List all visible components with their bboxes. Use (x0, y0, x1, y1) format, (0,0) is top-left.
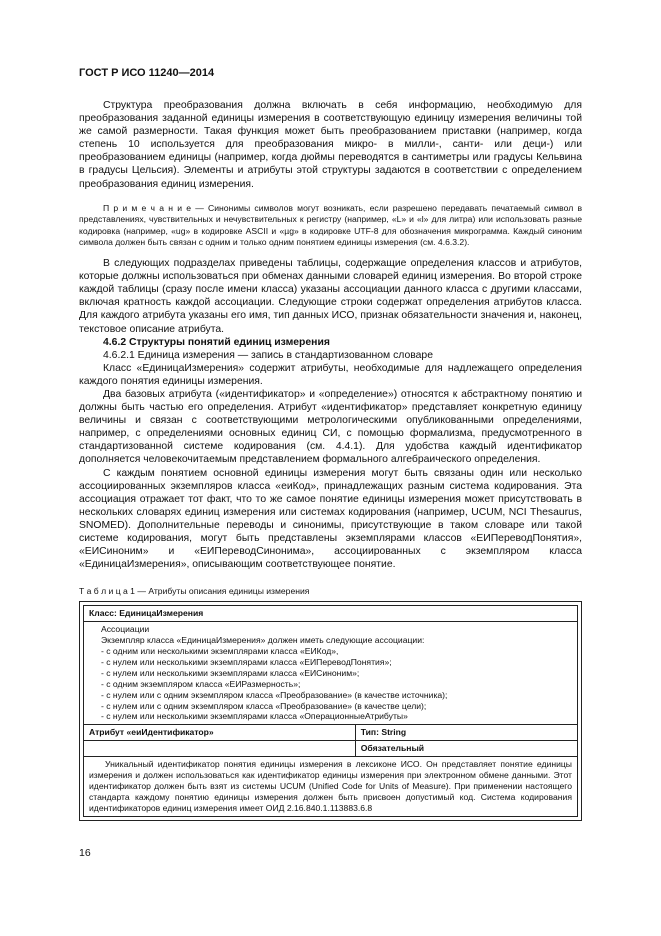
table-row (84, 757, 578, 817)
note-text: — Синонимы символов могут возникать, если разрешено передавать печатаемый символ в представлениях, чувствительных и нечувствительных к регистру (например, «L» и «l» для литра) или использовать разные кодировка (например, «ug» в кодировке ASCII и «µg» в кодировке UTF-8 для обозначения микрограмма. Каждый синоним символа должен быть связан с одним и только одним понятием единицы измерения (см. 4.6.3.2). (79, 202, 583, 248)
table-row (84, 741, 578, 757)
attributes-table (83, 605, 578, 816)
section-heading-4-6-2: 4.6.2 Структуры понятий единиц измерения (103, 336, 330, 348)
paragraph-subsections: В следующих подразделах приведены таблицы, содержащие определения классов и атрибутов, которые должны использоваться при обменах данными словарей единиц измерения. Во второй строке каждой таблицы (сразу после имени класса) указаны ассоциации данного класса с другими классами, включая кратность каждой ассоциации. Следующие строки содержат определения атрибутов класса. Для каждого атрибута указаны его имя, тип данных ИСО, признак обязательности значения и, наконец, текстовое описание атрибута. (79, 258, 582, 335)
attribute-name-cell: Атрибут «еиИдентификатор» (84, 725, 356, 741)
associations-title: Ассоциации (101, 624, 150, 635)
associations-cell (84, 622, 578, 725)
paragraph-conversion: Структура преобразования должна включать в себя информацию, необходимую для преобразования заданной единицы измерения в соответствующую единицу измерения величины той же самой размерности. Такая функция может быть преобразованием приставки (например, когда степень 10 используется для преобразования микро- в милли-, санти- или деци-) или преобразованием единицы (например, когда дюймы переводятся в сантиметры или градусы Кельвина в градусы Цельсия). Элементы и атрибуты этой структуры задаются в соответствии с определением преобразования единиц измерения. (79, 100, 582, 190)
table-row (84, 622, 578, 725)
note-label: П р и м е ч а н и е (103, 202, 192, 213)
list-item: - с нулем или с одним экземпляром класса «Преобразование» (в качестве источника); (101, 689, 448, 700)
table-caption: Т а б л и ц а 1 — Атрибуты описания единицы измерения (79, 586, 310, 597)
attribute-type-cell: Тип: String (355, 725, 577, 741)
attribute-required-cell: Обязательный (355, 741, 577, 757)
table-row (84, 725, 578, 741)
associations-list (89, 646, 572, 722)
associations-intro: Экземпляр класса «ЕдиницаИзмерения» должен иметь следующие ассоциации: (101, 635, 425, 646)
table-row (84, 606, 578, 622)
list-item: - с одним экземпляром класса «ЕИРазмерность»; (101, 678, 301, 689)
list-item: - с нулем или несколькими экземплярами класса «ЕИСиноним»; (101, 667, 360, 678)
page-content (79, 99, 582, 821)
paragraph-associations: С каждым понятием основной единицы измерения могут быть связаны один или несколько ассоциированных экземпляров класса «еиКод», принадлежащих разным система кодирования. Эта ассоциация отражает тот факт, что то же самое понятие единицы измерения может присутствовать в нескольких словарях единиц измерения или системах кодирования (например, UCUM, NCI Thesaurus, SNOMED). Дополнительные переводы и синонимы, присутствующие в таком словаре или такой системе кодирования, могут быть представлены экземплярами классов «ЕИПереводПонятия», «ЕИСиноним» и «ЕИПереводСинонима», ассоциированных с экземпляром класса «ЕдиницаИзмерения», описывающим соответствующее понятие. (79, 467, 582, 571)
list-item: - с нулем или несколькими экземплярами класса «ОперационныеАтрибуты» (101, 711, 408, 722)
paragraph-base-attributes: Два базовых атрибута («идентификатор» и «определение») относятся к абстрактному понятию и должны быть частью его определения. Атрибут «идентификатор» представляет конкретную единицу величины и связан с соответствующими метрологическими опубликованными определениями, например, с определениями основных единиц СИ, с помощью формализма, предусмотренного в стандартизованной системе кодирования (см. 4.4.1). Для удобства каждый идентификатор дополняется человекочитаемым представлением формального алгебраического определения. (79, 388, 582, 466)
section-heading-4-6-2-1: 4.6.2.1 Единица измерения — запись в стандартизованном словаре (103, 349, 433, 361)
list-item: - с нулем или несколькими экземплярами класса «ЕИПереводПонятия»; (101, 656, 392, 667)
document-header: ГОСТ Р ИСО 11240—2014 (79, 67, 215, 79)
class-name-cell: Класс: ЕдиницаИзмерения (84, 606, 578, 622)
page-number: 16 (79, 847, 91, 859)
list-item: - с одним или несколькими экземплярами класса «ЕИКод», (101, 646, 339, 656)
list-item: - с нулем или с одним экземпляром класса «Преобразование» (в качестве цели); (101, 700, 427, 711)
attribute-description-cell: Уникальный идентификатор понятия единицы измерения в лексиконе ИСО. Он представляет понятие единицы измерения и должен использоваться как идентификатор единицы измерения при электронном обмене данными. Этот идентификатор должен быть взят из системы UCUM (Unified Code for Units of Measure). При применении настоящего стандарта каждому понятию единицы измерения должен быть присвоен допустимый код. Система кодирования идентификаторов единиц измерения имеет ОИД 2.16.840.1.113883.6.8 (84, 757, 578, 817)
note (79, 203, 582, 249)
paragraph-class-unit: Класс «ЕдиницаИзмерения» содержит атрибуты, необходимые для надлежащего определения каждого понятия единицы измерения. (79, 362, 582, 387)
empty-cell (84, 741, 356, 757)
table-frame (79, 601, 582, 820)
